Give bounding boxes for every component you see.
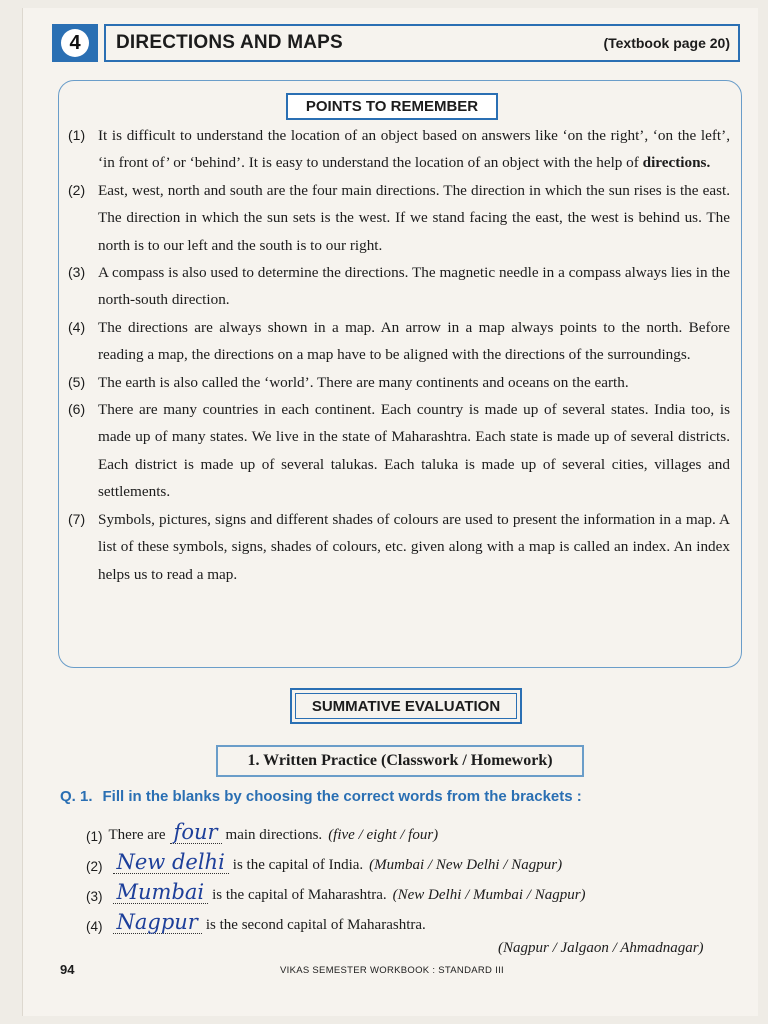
- fill-post-text: is the capital of Maharashtra.: [212, 887, 387, 903]
- textbook-page-ref: (Textbook page 20): [603, 35, 730, 51]
- written-practice-heading: 1. Written Practice (Classwork / Homework): [216, 745, 584, 777]
- point-number: (2): [68, 181, 86, 198]
- fill-post-text: is the second capital of Maharashtra.: [205, 917, 426, 933]
- point-text: The earth is also called the ‘world’. There are many continents and oceans on the earth.: [98, 373, 629, 391]
- fill-post-text: is the capital of India.: [232, 857, 364, 873]
- chapter-title-box: [104, 24, 740, 62]
- book-title: VIKAS SEMESTER WORKBOOK : STANDARD III: [280, 965, 504, 976]
- fill-options: (Mumbai / New Delhi / Nagpur): [369, 857, 563, 873]
- point-text: Symbols, pictures, signs and different shades of colours are used to present the information in a map. A list of these symbols, signs, shades of colours, etc. given along with a map is called an index. An index helps us to read a map.: [98, 510, 730, 583]
- chapter-title: DIRECTIONS AND MAPS: [116, 32, 343, 53]
- point-item: [68, 259, 730, 314]
- summative-evaluation-box: [290, 688, 522, 724]
- point-number: (5): [68, 373, 86, 390]
- fill-options: (five / eight / four): [328, 827, 439, 843]
- fill-number: (4): [86, 919, 103, 934]
- point-item: [68, 177, 730, 259]
- point-text: There are many countries in each continent. Each country is made up of several states. India too, is made up of many states. We live in the state of Maharashtra. Each state is made up of several districts. Each district is made up of several talukas. Each taluka is made up of several cities, villages and settlements.: [98, 401, 730, 501]
- point-text: The directions are always shown in a map. An arrow in a map always points to the north. Before reading a map, the directions on a map have to be aligned with the directions of the surroundings.: [98, 318, 730, 364]
- page-footer: [60, 962, 740, 982]
- fill-number: (2): [86, 859, 103, 874]
- answer-blank[interactable]: Mumbai: [113, 881, 209, 904]
- answer-blank[interactable]: four: [170, 821, 222, 844]
- point-item: [68, 506, 730, 588]
- points-list: [68, 122, 730, 588]
- point-number: (6): [68, 401, 86, 418]
- question-label: Q. 1.: [60, 788, 93, 805]
- fill-post-text: main directions.: [225, 827, 323, 843]
- question-text: Fill in the blanks by choosing the correct words from the brackets :: [102, 788, 582, 805]
- fill-item: [86, 874, 746, 904]
- point-number: (1): [68, 127, 86, 143]
- fill-in-blanks-list: [86, 814, 746, 934]
- point-bold-text: directions.: [642, 154, 711, 172]
- point-item: [68, 122, 730, 177]
- fill-item: [86, 844, 746, 874]
- fill-pre-text: There are: [108, 827, 166, 843]
- point-text: It is difficult to understand the location of an object based on answers like ‘on the right’, ‘on the left’, ‘in front of’ or ‘behind’. It is easy to understand the location of an object with the help of directions.: [98, 127, 730, 172]
- point-item: [68, 369, 730, 396]
- page-number: 94: [60, 962, 75, 977]
- summative-evaluation-title: SUMMATIVE EVALUATION: [295, 693, 517, 719]
- fill-number: (1): [86, 829, 103, 844]
- chapter-number-badge: [52, 24, 98, 62]
- point-text: A compass is also used to determine the directions. The magnetic needle in a compass always lies in the north-south direction.: [98, 264, 730, 309]
- point-number: (3): [68, 264, 86, 281]
- point-text: East, west, north and south are the four main directions. The direction in which the sun rises is the east. The direction in which the sun sets is the west. If we stand facing the east, the west is behind us. The north is to our left and the south is to our right.: [98, 181, 730, 254]
- chapter-header: [52, 24, 740, 62]
- fill-number: (3): [86, 889, 103, 904]
- points-to-remember-title: POINTS TO REMEMBER: [286, 93, 498, 120]
- fill-options-item-4: (Nagpur / Jalgaon / Ahmadnagar): [498, 940, 704, 956]
- answer-blank[interactable]: Nagpur: [113, 911, 202, 934]
- fill-item: [86, 814, 746, 844]
- answer-blank[interactable]: New delhi: [113, 851, 229, 874]
- chapter-number: 4: [61, 29, 89, 57]
- fill-item: [86, 904, 746, 934]
- fill-options: (New Delhi / Mumbai / Nagpur): [392, 887, 586, 903]
- point-number: (7): [68, 510, 86, 527]
- point-item: [68, 314, 730, 369]
- question-1: [60, 788, 720, 805]
- point-item: [68, 396, 730, 506]
- point-number: (4): [68, 318, 86, 335]
